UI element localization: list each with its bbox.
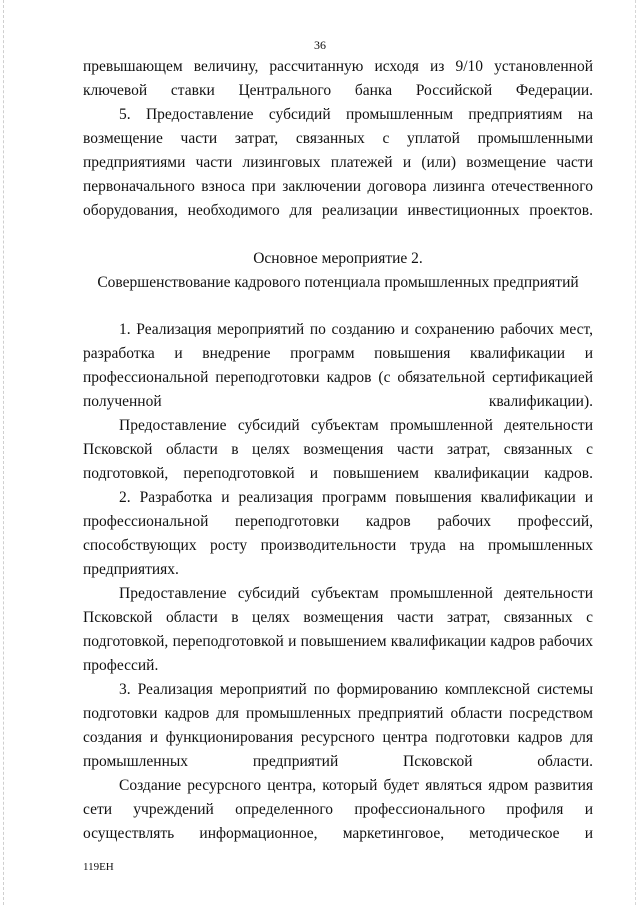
spacer (83, 295, 593, 318)
page-number: 36 (314, 38, 326, 52)
paragraph-subsidy-1: Предоставление субсидий субъектам промышленной деятельности Псковской области в целях возмещения части затрат, связанных с подготовкой, переподготовкой и повышением квалификации кадров. (83, 417, 593, 482)
paragraph-item-5: 5. Предоставление субсидий промышленным предприятиям на возмещение части затрат, связанных с уплатой промышленными предприятиями части лизинговых платежей и (или) возмещение части первоначального взноса при заключении договора лизинга отечественного оборудования, необходимого для реализации инвестиционных проектов. (83, 106, 593, 219)
scan-edge-right (635, 0, 636, 905)
section-heading-title: Совершенствование кадрового потенциала промышленных предприятий (97, 274, 579, 291)
footer-document-code: 119ЕН (83, 861, 114, 873)
scan-edge-left (3, 0, 4, 905)
document-body (83, 55, 593, 846)
paragraph-item-2: 2. Разработка и реализация программ повышения квалификации и профессиональной переподготовки кадров рабочих профессий, способствующих росту производительности труда на промышленных предприятиях. (83, 489, 593, 578)
paragraph-resource-center: Создание ресурсного центра, который будет являться ядром развития сети учреждений определенного профессионального профиля и осуществлять информационное, маркетинговое, методическое и (83, 777, 593, 842)
section-heading-number: Основное мероприятие 2. (253, 250, 423, 267)
paragraph-item-1: 1. Реализация мероприятий по созданию и сохранению рабочих мест, разработка и внедрение программ повышения квалификации и профессиональной переподготовки кадров (с обязательной сертификацией полученной квалификации). (83, 321, 593, 410)
paragraph-subsidy-2: Предоставление субсидий субъектам промышленной деятельности Псковской области в целях возмещения части затрат, связанных с подготовкой, переподготовкой и повышением квалификации кадров рабочих профессий. (83, 585, 593, 674)
paragraph-continuation: превышающем величину, рассчитанную исходя из 9/10 установленной ключевой ставки Центрального банка Российской Федерации. (83, 58, 593, 99)
spacer (83, 223, 593, 247)
paragraph-item-3: 3. Реализация мероприятий по формированию комплексной системы подготовки кадров для промышленных предприятий области посредством создания и функционирования ресурсного центра подготовки кадров для промышленных предприятий Псковской области. (83, 681, 593, 770)
